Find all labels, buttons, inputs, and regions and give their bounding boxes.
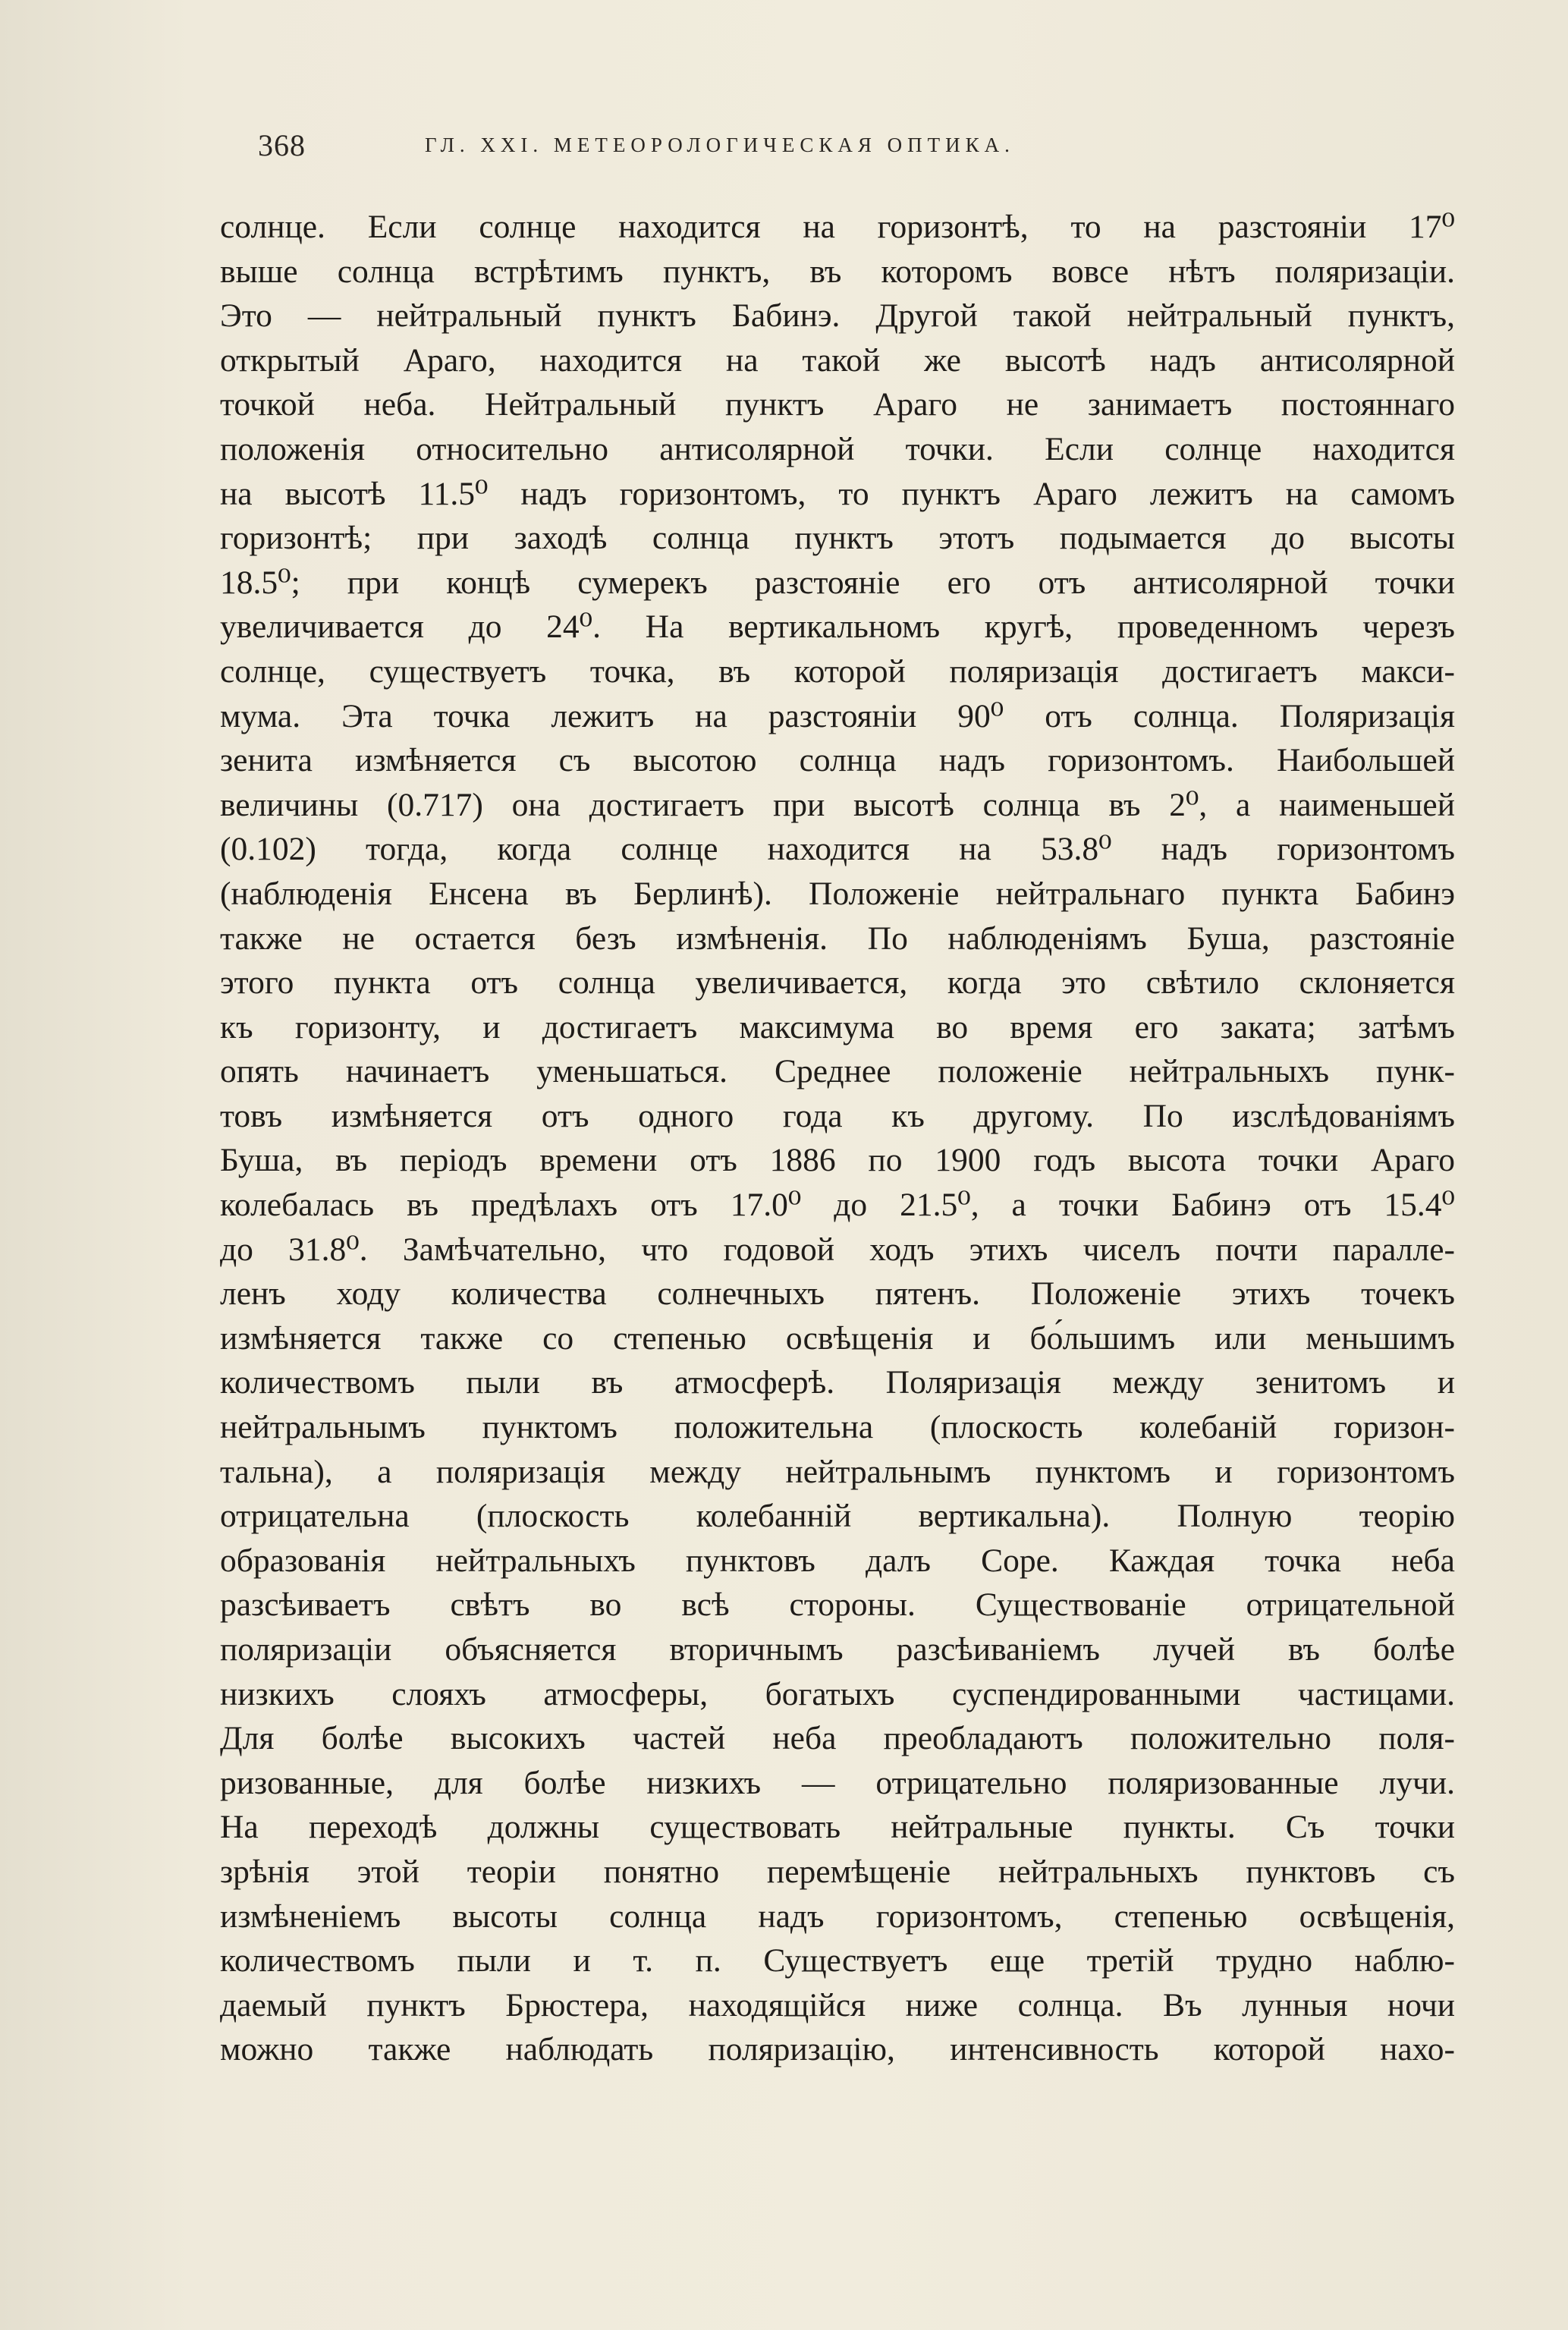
text-line: даемый пунктъ Брюстера, находящійся ниже солнца. Въ лунныя ночи [220,1986,1455,2023]
text-line: Для болѣе высокихъ частей неба преобладаютъ положительно поля- [220,1720,1455,1757]
text-line: количествомъ пыли и т. п. Существуетъ еще третій трудно наблю- [220,1942,1455,1979]
text-line: Это — нейтральный пунктъ Бабинэ. Другой такой нейтральный пунктъ, [220,297,1455,335]
text-line: горизонтѣ; при заходѣ солнца пунктъ этотъ подымается до высоты [220,520,1455,557]
text-line: до 31.8⁰. Замѣчательно, что годовой ходъ этихъ чиселъ почти паралле- [220,1231,1455,1268]
text-line: можно также наблюдать поляризацію, интенсивность которой нахо- [220,2031,1455,2068]
text-line: измѣняется также со степенью освѣщенія и бо́льшимъ или меньшимъ [220,1319,1455,1357]
text-line: колебалась въ предѣлахъ отъ 17.0⁰ до 21.5⁰, а точки Бабинэ отъ 15.4⁰ [220,1187,1455,1224]
text-line: солнце, существуетъ точка, въ которой поляризація достигаетъ макси- [220,652,1455,690]
text-line: товъ измѣняется отъ одного года къ другому. По изслѣдованіямъ [220,1097,1455,1134]
text-line: (0.102) тогда, когда солнце находится на 53.8⁰ надъ горизонтомъ [220,831,1455,868]
text-line: величины (0.717) она достигаетъ при высотѣ солнца въ 2⁰, а наименьшей [220,786,1455,823]
text-line: отрицательна (плоскость колебанній вертикальна). Полную теорію [220,1498,1455,1535]
text-line: опять начинаетъ уменьшаться. Среднее положеніе нейтральныхъ пунк- [220,1053,1455,1090]
text-line: ленъ ходу количества солнечныхъ пятенъ. Положеніе этихъ точекъ [220,1275,1455,1313]
text-line: зрѣнія этой теоріи понятно перемѣщеніе нейтральныхъ пунктовъ съ [220,1853,1455,1890]
text-line: увеличивается до 24⁰. На вертикальномъ кругѣ, проведенномъ черезъ [220,608,1455,646]
text-line: также не остается безъ измѣненія. По наблюденіямъ Буша, разстояніе [220,920,1455,957]
page-number: 368 [258,128,306,162]
text-line: ризованные, для болѣе низкихъ — отрицательно поляризованные лучи. [220,1764,1455,1801]
text-line: Буша, въ періодъ времени отъ 1886 по 1900 годъ высота точки Араго [220,1142,1455,1179]
page-header [258,127,1229,173]
text-line: нейтральнымъ пунктомъ положительна (плоскость колебаній горизон- [220,1409,1455,1446]
text-line: выше солнца встрѣтимъ пунктъ, въ которомъ вовсе нѣтъ поляризаціи. [220,253,1455,290]
text-line: этого пункта отъ солнца увеличивается, когда это свѣтило склоняется [220,964,1455,1001]
text-line: 18.5⁰; при концѣ сумерекъ разстояніе его отъ антисолярной точки [220,564,1455,601]
text-line: измѣненіемъ высоты солнца надъ горизонтомъ, степенью освѣщенія, [220,1898,1455,1935]
text-line: образованія нейтральныхъ пунктовъ далъ Соре. Каждая точка неба [220,1542,1455,1579]
text-line: положенія относительно антисолярной точки. Если солнце находится [220,430,1455,467]
text-line: На переходѣ должны существовать нейтральные пункты. Съ точки [220,1809,1455,1846]
text-line: на высотѣ 11.5⁰ надъ горизонтомъ, то пунктъ Араго лежитъ на самомъ [220,475,1455,512]
text-line: зенита измѣняется съ высотою солнца надъ горизонтомъ. Наибольшей [220,742,1455,779]
running-head: ГЛ. XXI. МЕТЕОРОЛОГИЧЕСКАЯ ОПТИКА. [425,134,1015,156]
text-line: разсѣиваетъ свѣтъ во всѣ стороны. Существованіе отрицательной [220,1586,1455,1624]
text-line: къ горизонту, и достигаетъ максимума во время его заката; затѣмъ [220,1008,1455,1046]
text-line: тальна), а поляризація между нейтральнымъ пунктомъ и горизонтомъ [220,1453,1455,1490]
text-line: (наблюденія Енсена въ Берлинѣ). Положеніе нейтральнаго пункта Бабинэ [220,875,1455,912]
text-line: низкихъ слояхъ атмосферы, богатыхъ суспендированными частицами. [220,1675,1455,1712]
text-line: открытый Араго, находится на такой же высотѣ надъ антисолярной [220,341,1455,379]
text-line: поляризаціи объясняется вторичнымъ разсѣиваніемъ лучей въ болѣе [220,1631,1455,1668]
text-line: солнце. Если солнце находится на горизонтѣ, то на разстояніи 17⁰ [220,209,1455,245]
text-line: точкой неба. Нейтральный пунктъ Араго не занимаетъ постояннаго [220,386,1455,423]
text-line: количествомъ пыли въ атмосферѣ. Поляризація между зенитомъ и [220,1364,1455,1401]
body-text [220,205,1455,2072]
text-line: мума. Эта точка лежитъ на разстояніи 90⁰ отъ солнца. Поляризація [220,697,1455,734]
